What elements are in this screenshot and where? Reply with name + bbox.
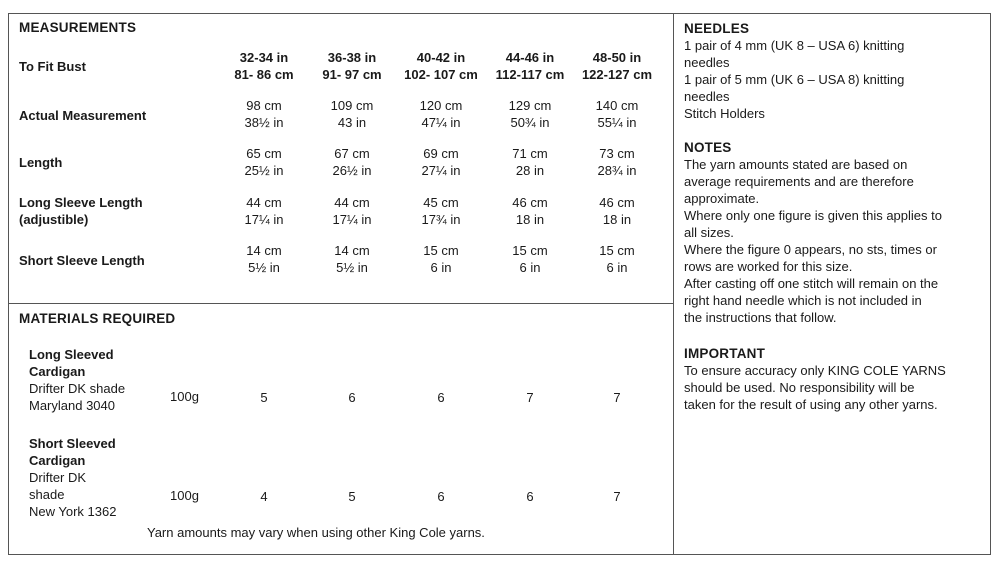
column-divider xyxy=(673,13,674,555)
size-4: 44-46 in 112-117 cm xyxy=(495,50,565,82)
size-1: 32-34 in 81- 86 cm xyxy=(234,50,294,82)
row-label-length: Length xyxy=(19,155,63,170)
qty: 7 xyxy=(526,390,534,405)
cell: 44 cm 17¼ in xyxy=(332,195,372,227)
needles-list: 1 pair of 4 mm (UK 8 – USA 6) knitting needles 1 pair of 5 mm (UK 6 – USA 8) knitting needles Stitch Holders xyxy=(684,38,905,121)
cell: 14 cm 5½ in xyxy=(334,243,370,275)
size-2: 36-38 in 91- 97 cm xyxy=(322,50,382,82)
cell: 69 cm 27¼ in xyxy=(421,146,461,178)
notes-heading: NOTES xyxy=(684,140,732,155)
cell: 65 cm 25½ in xyxy=(244,146,284,178)
row-label-actual: Actual Measurement xyxy=(19,108,147,123)
material-short-sleeved: Short Sleeved Cardigan Drifter DK shade New York 1362 xyxy=(29,436,117,519)
cell: 15 cm 6 in xyxy=(512,243,548,275)
qty: 6 xyxy=(526,489,534,504)
qty: 5 xyxy=(348,489,356,504)
cell: 129 cm 50¾ in xyxy=(508,98,552,130)
important-heading: IMPORTANT xyxy=(684,346,766,361)
size-3: 40-42 in 102- 107 cm xyxy=(404,50,478,82)
cell: 73 cm 28¾ in xyxy=(597,146,637,178)
cell: 109 cm 43 in xyxy=(330,98,374,130)
cell: 120 cm 47¼ in xyxy=(419,98,463,130)
qty: 6 xyxy=(437,489,445,504)
cell: 46 cm 18 in xyxy=(512,195,548,227)
notes-text: The yarn amounts stated are based on average requirements and are therefore approximate. Where only one figure is given this applies to all sizes. Where the figure 0 appears, no sts, times or rows are worked for this size. After casting off one stitch will remain on the right hand needle which is not included in the instructions that follow. xyxy=(684,157,942,325)
row-label-bust: To Fit Bust xyxy=(19,59,86,74)
row-label-short-sleeve: Short Sleeve Length xyxy=(19,253,145,268)
cell: 14 cm 5½ in xyxy=(246,243,282,275)
cell: 45 cm 17¾ in xyxy=(421,195,461,227)
qty: 4 xyxy=(260,489,268,504)
cell: 46 cm 18 in xyxy=(599,195,635,227)
needles-heading: NEEDLES xyxy=(684,21,750,36)
cell: 15 cm 6 in xyxy=(423,243,459,275)
important-text: To ensure accuracy only KING COLE YARNS should be used. No responsibility will be taken for the result of using any other yarns. xyxy=(684,363,946,412)
qty: 5 xyxy=(260,390,268,405)
cell: 15 cm 6 in xyxy=(599,243,635,275)
material-weight: 100g xyxy=(170,488,199,503)
size-5: 48-50 in 122-127 cm xyxy=(581,50,653,82)
material-weight: 100g xyxy=(170,389,199,404)
measurements-heading: MEASUREMENTS xyxy=(19,20,137,35)
cell: 44 cm 17¼ in xyxy=(244,195,284,227)
cell: 71 cm 28 in xyxy=(512,146,548,178)
cell: 67 cm 26½ in xyxy=(332,146,372,178)
qty: 7 xyxy=(613,489,621,504)
material-long-sleeved: Long Sleeved Cardigan Drifter DK shade Maryland 3040 xyxy=(29,347,126,413)
qty: 6 xyxy=(437,390,445,405)
cell: 98 cm 38½ in xyxy=(244,98,284,130)
yarn-footnote: Yarn amounts may vary when using other King Cole yarns. xyxy=(147,525,485,540)
qty: 6 xyxy=(348,390,356,405)
row-label-long-sleeve: Long Sleeve Length (adjustible) xyxy=(19,195,143,227)
cell: 140 cm 55¼ in xyxy=(595,98,639,130)
section-divider xyxy=(8,303,674,304)
materials-heading: MATERIALS REQUIRED xyxy=(19,311,176,326)
qty: 7 xyxy=(613,390,621,405)
